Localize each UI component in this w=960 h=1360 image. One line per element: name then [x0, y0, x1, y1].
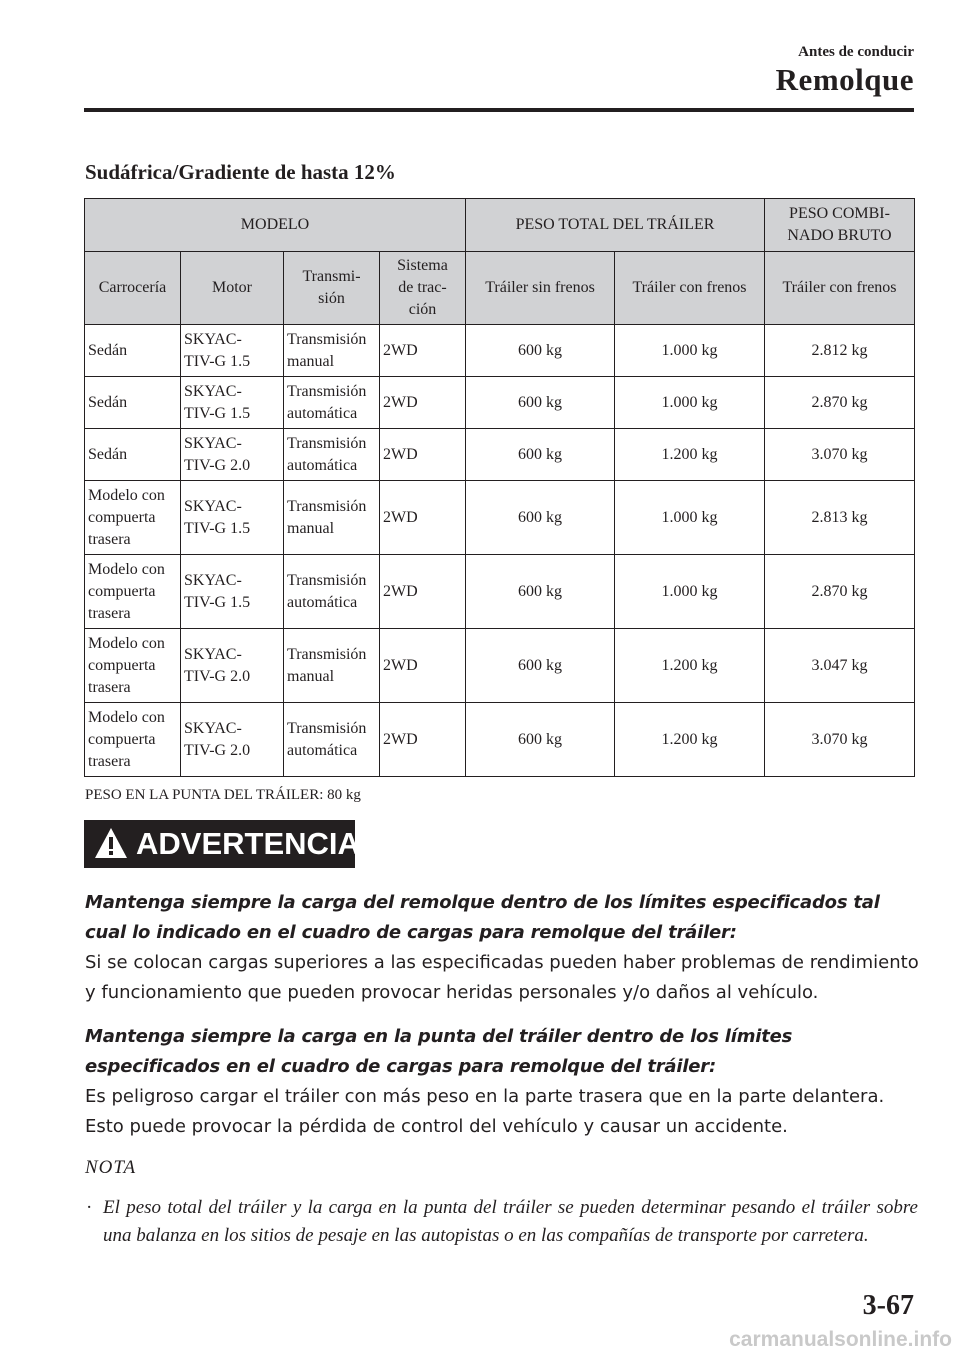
cell-body: Sedán [85, 429, 181, 481]
cell-drive: 2WD [380, 377, 466, 429]
cell-body: Modelo con compuerta trasera [85, 555, 181, 629]
table-row [85, 377, 915, 429]
table-row [85, 555, 915, 629]
cell-no-brakes: 600 kg [466, 377, 615, 429]
table-row [85, 629, 915, 703]
cell-engine: SKYAC- TIV-G 1.5 [181, 377, 284, 429]
cell-transmission: Transmisión automática [284, 377, 380, 429]
cell-body: Sedán [85, 377, 181, 429]
warning-item-body: Si se colocan cargas superiores a las especificadas pueden haber problemas de rendimiento y funcionamiento que pueden provocar heridas personales y/o daños al vehículo. [85, 952, 919, 1003]
table-row [85, 703, 915, 777]
note-title: NOTA [85, 1157, 137, 1178]
cell-engine: SKYAC- TIV-G 1.5 [181, 481, 284, 555]
cell-with-brakes: 1.200 kg [615, 629, 765, 703]
cell-gcw: 2.870 kg [765, 555, 915, 629]
warning-label: ADVERTENCIA [136, 826, 360, 861]
cell-drive: 2WD [380, 481, 466, 555]
cell-with-brakes: 1.000 kg [615, 377, 765, 429]
cell-with-brakes: 1.000 kg [615, 555, 765, 629]
table-body [85, 325, 915, 777]
cell-gcw: 2.812 kg [765, 325, 915, 377]
cell-engine: SKYAC- TIV-G 1.5 [181, 325, 284, 377]
warning-item-body: Es peligroso cargar el tráiler con más peso en la parte trasera que en la parte delantera. Esto puede provocar la pérdida de control del vehículo y causar un accidente. [85, 1086, 885, 1137]
cell-gcw: 3.047 kg [765, 629, 915, 703]
watermark: carmanualsonline.info [729, 1328, 952, 1351]
header-model: MODELO [85, 199, 466, 252]
column-no-brakes: Tráiler sin frenos [466, 252, 615, 325]
column-drive: Sistema de trac- ción [380, 252, 466, 325]
cell-body: Modelo con compuerta trasera [85, 481, 181, 555]
cell-no-brakes: 600 kg [466, 703, 615, 777]
column-engine: Motor [181, 252, 284, 325]
cell-with-brakes: 1.000 kg [615, 325, 765, 377]
cell-with-brakes: 1.200 kg [615, 429, 765, 481]
table-row [85, 325, 915, 377]
cell-drive: 2WD [380, 629, 466, 703]
cell-drive: 2WD [380, 703, 466, 777]
cell-engine: SKYAC- TIV-G 1.5 [181, 555, 284, 629]
cell-transmission: Transmisión automática [284, 555, 380, 629]
column-gcw-with-brakes: Tráiler con frenos [765, 252, 915, 325]
cell-body: Sedán [85, 325, 181, 377]
header-gross-combined-weight: PESO COMBI- NADO BRUTO [765, 199, 915, 252]
cell-engine: SKYAC- TIV-G 2.0 [181, 703, 284, 777]
cell-no-brakes: 600 kg [466, 481, 615, 555]
cell-no-brakes: 600 kg [466, 629, 615, 703]
header-total-trailer-weight: PESO TOTAL DEL TRÁILER [466, 199, 765, 252]
warning-item-heading: Mantenga siempre la carga en la punta del tráiler dentro de los límites especificados en el cuadro de cargas para remolque del tráiler: [85, 1026, 793, 1077]
column-with-brakes: Tráiler con frenos [615, 252, 765, 325]
cell-with-brakes: 1.000 kg [615, 481, 765, 555]
warning-item [85, 1022, 920, 1142]
cell-engine: SKYAC- TIV-G 2.0 [181, 629, 284, 703]
cell-no-brakes: 600 kg [466, 555, 615, 629]
header-title: Remolque [775, 62, 914, 97]
column-body: Carrocería [85, 252, 181, 325]
cell-no-brakes: 600 kg [466, 325, 615, 377]
section-title: Sudáfrica/Gradiente de hasta 12% [85, 160, 396, 184]
note-bullet: · [86, 1197, 93, 1218]
cell-body: Modelo con compuerta trasera [85, 703, 181, 777]
tongue-weight-note: PESO EN LA PUNTA DEL TRÁILER: 80 kg [85, 787, 361, 803]
cell-transmission: Transmisión automática [284, 703, 380, 777]
towing-capacity-table [84, 198, 915, 777]
cell-gcw: 3.070 kg [765, 703, 915, 777]
warning-item [85, 888, 920, 1008]
cell-drive: 2WD [380, 429, 466, 481]
cell-transmission: Transmisión manual [284, 481, 380, 555]
cell-transmission: Transmisión manual [284, 629, 380, 703]
cell-with-brakes: 1.200 kg [615, 703, 765, 777]
cell-gcw: 3.070 kg [765, 429, 915, 481]
warning-triangle-icon [94, 827, 128, 859]
warning-item-heading: Mantenga siempre la carga del remolque dentro de los límites especificados tal cual lo indicado en el cuadro de cargas para remolque del tráiler: [85, 892, 880, 943]
warning-banner [84, 820, 360, 868]
cell-transmission: Transmisión automática [284, 429, 380, 481]
header-rule [84, 108, 914, 112]
cell-gcw: 2.813 kg [765, 481, 915, 555]
cell-drive: 2WD [380, 325, 466, 377]
table-row [85, 481, 915, 555]
cell-drive: 2WD [380, 555, 466, 629]
cell-no-brakes: 600 kg [466, 429, 615, 481]
cell-engine: SKYAC- TIV-G 2.0 [181, 429, 284, 481]
page-number: 3-67 [862, 1290, 914, 1321]
cell-body: Modelo con compuerta trasera [85, 629, 181, 703]
header-section-label: Antes de conducir [798, 44, 914, 60]
table-row [85, 429, 915, 481]
cell-transmission: Transmisión manual [284, 325, 380, 377]
column-transmission: Transmi- sión [284, 252, 380, 325]
note-text: El peso total del tráiler y la carga en la punta del tráiler se pueden determinar pesando el tráiler sobre una balanza en los sitios de pesaje en las autopistas o en las compañías de transporte por carretera. [103, 1197, 918, 1246]
cell-gcw: 2.870 kg [765, 377, 915, 429]
